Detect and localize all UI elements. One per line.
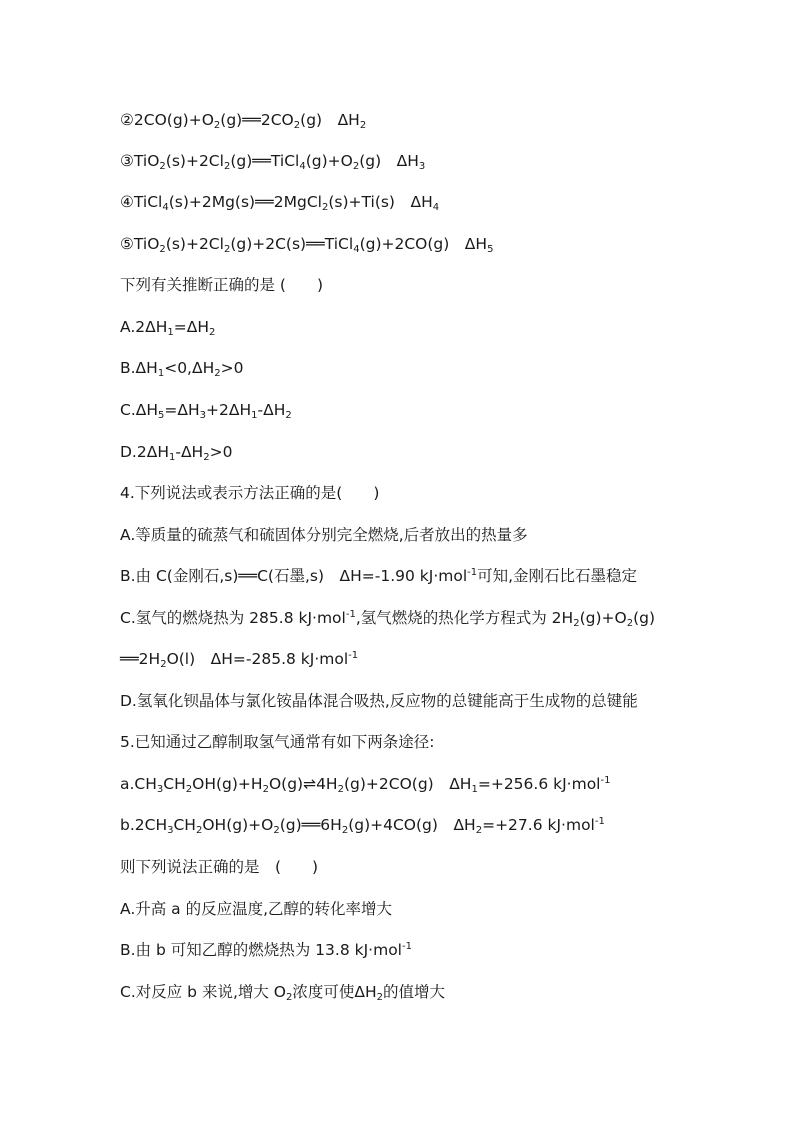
q5-path-b-segment: (g)══6H [279,816,342,834]
equation-2 [120,110,684,130]
equation-4-segment: (s)+Ti(s) ΔH [328,193,433,211]
q5-path-a-segment: OH(g)+H [192,775,263,793]
q3-option-b-segment: >0 [220,359,244,377]
q4-option-c-line1 [120,608,684,628]
q5-path-a-segment: (g)+2CO(g) ΔH [343,775,472,793]
q4-option-c-line2-segment: 2 [160,659,167,670]
q4-option-c-line1-segment: (g) [633,609,656,627]
q4-option-c-line2-segment: -1 [348,650,359,661]
q3-option-d [120,442,684,462]
q3-option-d-segment: >0 [209,443,233,461]
q3-option-a [120,317,684,337]
q5-path-a-segment: 2 [337,784,344,795]
q5-option-a-segment: A.升高 a 的反应温度,乙醇的转化率增大 [120,900,393,918]
q4-option-b-segment: -1 [467,567,478,578]
q5-path-a-segment: 1 [471,784,478,795]
q3-option-a-segment: 1 [167,327,174,338]
q5-path-a-segment: -1 [600,775,611,786]
equation-2-segment: (g)══2CO [220,111,294,129]
equation-3-segment: (g) ΔH [359,152,419,170]
q3-option-d-segment: 1 [168,452,176,463]
q3-option-b [120,358,684,378]
q5-path-a-segment: =+256.6 kJ·mol [477,775,601,793]
q5-stem [120,732,684,752]
equation-5-segment: (g)+2C(s)══TiCl [230,235,354,253]
q3-option-d-segment: -ΔH [175,443,204,461]
q5-option-b [120,940,684,960]
q5-option-b-segment: -1 [401,941,412,952]
q5-option-c-segment: 2 [286,992,293,1003]
q3-option-b-segment: 2 [214,368,221,379]
equation-3-segment: 2 [223,161,231,172]
q3-option-c-segment: 5 [158,410,165,421]
equation-4-segment: ④TiCl [120,193,163,211]
q3-option-d-segment: 2 [203,452,210,463]
equation-2-segment: 2 [359,120,367,131]
q5-path-b-segment: 2 [341,825,349,836]
q3-option-b-segment: <0,ΔH [164,359,215,377]
q4-option-c-line2-segment: ══2H [120,650,161,668]
q3-option-c-segment: +2ΔH [206,401,252,419]
q5-question [120,857,684,877]
q4-option-c-line1-segment: C.氢气的燃烧热为 285.8 kJ·mol [120,609,346,627]
q3-stem [120,275,684,295]
equation-5-segment: 2 [159,244,166,255]
equation-3-segment: 4 [299,161,306,172]
equation-5-segment: (g)+2CO(g) ΔH [359,235,488,253]
equation-2-segment: ②2CO(g)+O [120,111,214,129]
equation-4 [120,192,684,212]
q5-option-c-segment: 浓度可使ΔH [292,983,377,1001]
equation-2-segment: (g) ΔH [300,111,360,129]
q5-path-b-segment: -1 [594,816,605,827]
q4-option-a-segment: A.等质量的硫蒸气和硫固体分别完全燃烧,后者放出的热量多 [120,526,528,544]
q3-option-a-segment: 2 [209,327,216,338]
q4-option-c-line1-segment: 2 [573,618,580,629]
equation-4-segment: 4 [432,202,440,213]
q4-option-b-segment: B.由 C(金刚石,s)══C(石墨,s) ΔH=-1.90 kJ·mol [120,567,468,585]
q3-stem-segment: 下列有关推断正确的是 ( ) [120,276,324,294]
q5-path-b-segment: 2 [273,825,280,836]
q5-option-b-segment: B.由 b 可知乙醇的燃烧热为 13.8 kJ·mol [120,941,402,959]
q4-stem [120,483,684,503]
q5-path-b-segment: (g)+4CO(g) ΔH [348,816,476,834]
q5-path-a-segment: 2 [262,784,269,795]
equation-4-segment: 4 [162,202,169,213]
q4-option-c-line2 [120,649,684,669]
q5-path-b-segment: 2 [195,825,203,836]
equation-3-segment: (g)══TiCl [230,152,300,170]
q4-option-c-line1-segment: 2 [626,618,634,629]
q5-path-b [120,815,684,835]
equation-5-segment: 2 [223,244,231,255]
q5-question-segment: 则下列说法正确的是 ( ) [120,858,319,876]
equation-4-segment: (s)+2Mg(s)══2MgCl [168,193,322,211]
q3-option-c-segment: 1 [251,410,258,421]
q3-option-c-segment: =ΔH [164,401,200,419]
q3-option-b-segment: 1 [157,368,165,379]
equation-2-segment: 2 [293,120,301,131]
equation-5-segment: (s)+2Cl [165,235,224,253]
equation-4-segment: 2 [321,202,329,213]
equation-3-segment: 2 [352,161,360,172]
equation-3-segment: 3 [418,161,426,172]
q3-option-b-segment: B.ΔH [120,359,158,377]
equation-3-segment: 2 [159,161,166,172]
q4-option-c-line1-segment: -1 [345,609,356,620]
equation-3-segment: ③TiO [120,152,160,170]
q5-path-b-segment: OH(g)+O [202,816,274,834]
q3-option-a-segment: =ΔH [173,318,210,336]
q5-path-a [120,774,684,794]
q5-path-b-segment: CH [173,816,196,834]
q5-path-b-segment: =+27.6 kJ·mol [482,816,595,834]
q5-option-c-segment: 2 [376,992,384,1003]
q5-option-c-segment: C.对反应 b 来说,增大 O [120,983,286,1001]
equation-5 [120,234,684,254]
equation-3-segment: (s)+2Cl [165,152,224,170]
q5-option-a [120,899,684,919]
q4-option-b [120,566,684,586]
q3-option-c-segment: -ΔH [257,401,286,419]
q4-stem-segment: 4.下列说法或表示方法正确的是( ) [120,484,380,502]
q4-option-c-line2-segment: O(l) ΔH=-285.8 kJ·mol [166,650,349,668]
q5-stem-segment: 5.已知通过乙醇制取氢气通常有如下两条途径: [120,733,435,751]
q5-path-a-segment: 3 [156,784,164,795]
q5-path-a-segment: a.CH [120,775,157,793]
q5-path-b-segment: 3 [167,825,174,836]
q4-option-b-segment: 可知,金刚石比石墨稳定 [477,567,638,585]
equation-5-segment: 4 [353,244,360,255]
q5-option-c [120,982,684,1002]
equation-5-segment: ⑤TiO [120,235,160,253]
q4-option-d-segment: D.氢氧化钡晶体与氯化铵晶体混合吸热,反应物的总键能高于生成物的总键能 [120,692,638,710]
equation-3-segment: (g)+O [305,152,353,170]
q3-option-c-segment: C.ΔH [120,401,159,419]
q4-option-c-line1-segment: ,氢气燃烧的热化学方程式为 2H [355,609,574,627]
q5-path-b-segment: 2 [475,825,483,836]
equation-5-segment: 5 [487,244,494,255]
q3-option-c-segment: 3 [199,410,207,421]
q3-option-a-segment: A.2ΔH [120,318,168,336]
q5-path-b-segment: b.2CH [120,816,168,834]
q3-option-c-segment: 2 [285,410,292,421]
equation-3 [120,151,684,171]
q5-path-a-segment: O(g)⇌4H [268,775,338,793]
q5-option-c-segment: 的值增大 [383,983,446,1001]
q4-option-d [120,691,684,711]
q5-path-a-segment: CH [163,775,186,793]
q5-path-a-segment: 2 [185,784,193,795]
equation-2-segment: 2 [213,120,221,131]
q3-option-d-segment: D.2ΔH [120,443,169,461]
q4-option-c-line1-segment: (g)+O [579,609,627,627]
q4-option-a [120,525,684,545]
q3-option-c [120,400,684,420]
